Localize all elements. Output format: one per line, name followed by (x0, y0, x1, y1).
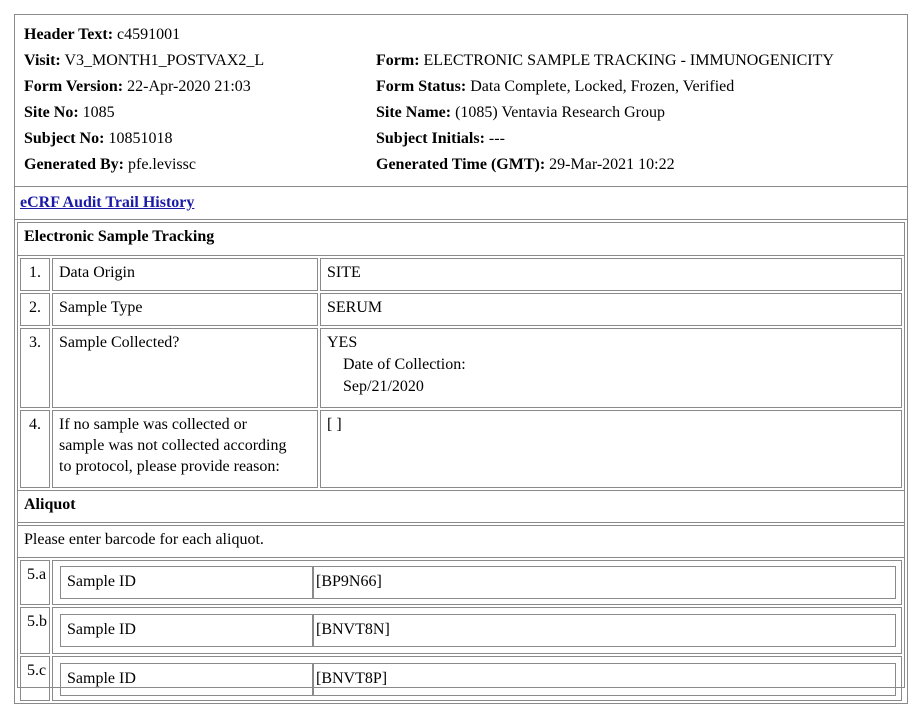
header-text-line: Header Text: c4591001 (24, 26, 181, 43)
section-title-aliquot: Aliquot (17, 490, 905, 523)
aliquot-barcode: [BNVT8N] (312, 614, 896, 647)
field-value-sample-collected (320, 328, 902, 408)
field-label-sample-type: Sample Type (52, 293, 318, 326)
aliquot-label: Sample ID (60, 663, 314, 696)
aliquot-barcode: [BP9N66] (312, 566, 896, 599)
field-value-sample-type: SERUM (320, 293, 902, 326)
section-title-sample-tracking: Electronic Sample Tracking (17, 222, 905, 256)
form-status-line: Form Status: Data Complete, Locked, Frozen, Verified (376, 78, 735, 95)
audit-bar (15, 187, 907, 220)
row-number: 5.a (20, 560, 50, 605)
aliquot-instruction: Please enter barcode for each aliquot. (17, 525, 905, 558)
subject-no-line: Subject No: 10851018 (24, 130, 173, 147)
date-of-collection-value: Sep/21/2020 (343, 378, 424, 395)
date-of-collection-label: Date of Collection: (343, 356, 466, 373)
form-version-line: Form Version: 22-Apr-2020 21:03 (24, 78, 251, 95)
aliquot-row (52, 560, 902, 605)
field-label-data-origin: Data Origin (52, 258, 318, 291)
form-header (15, 15, 907, 187)
form-line: Form: ELECTRONIC SAMPLE TRACKING - IMMUNOGENICITY (376, 52, 834, 69)
field-label-no-sample-reason (52, 410, 318, 488)
field-value-no-sample-reason: [ ] (320, 410, 902, 488)
aliquot-label: Sample ID (60, 614, 314, 647)
aliquot-label: Sample ID (60, 566, 314, 599)
row-number: 2. (20, 293, 50, 326)
aliquot-row (52, 607, 902, 654)
row-number: 3. (20, 328, 50, 408)
document-frame (14, 14, 908, 704)
site-no-line: Site No: 1085 (24, 104, 115, 121)
audit-trail-link[interactable]: eCRF Audit Trail History (20, 194, 195, 211)
reason-label-line: to protocol, please provide reason: (59, 458, 280, 475)
generated-by-line: Generated By: pfe.levissc (24, 156, 196, 173)
field-value-data-origin: SITE (320, 258, 902, 291)
aliquot-barcode: [BNVT8P] (312, 663, 896, 696)
row-number: 4. (20, 410, 50, 488)
visit-line: Visit: V3_MONTH1_POSTVAX2_L (24, 52, 265, 69)
subject-initials-line: Subject Initials: --- (376, 130, 505, 147)
sample-collected-value: YES (327, 334, 358, 351)
reason-label-line: sample was not collected according (59, 437, 287, 454)
reason-label-line: If no sample was collected or (59, 416, 247, 433)
row-number: 1. (20, 258, 50, 291)
row-number: 5.c (20, 656, 50, 701)
aliquot-row (52, 656, 902, 701)
site-name-line: Site Name: (1085) Ventavia Research Group (376, 104, 665, 121)
generated-time-line: Generated Time (GMT): 29-Mar-2021 10:22 (376, 156, 675, 173)
row-number: 5.b (20, 607, 50, 654)
field-label-sample-collected: Sample Collected? (52, 328, 318, 408)
